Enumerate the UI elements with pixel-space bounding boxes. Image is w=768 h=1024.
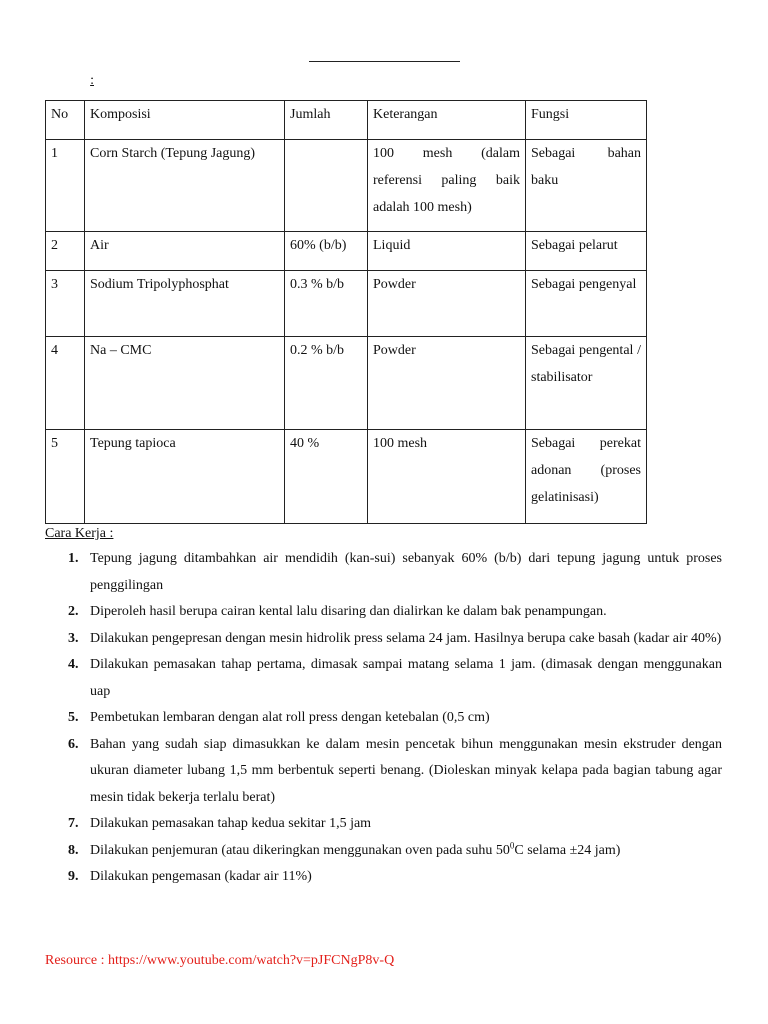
- title-underline: [309, 61, 460, 62]
- header-fungsi: Fungsi: [526, 101, 647, 140]
- list-item: [68, 599, 722, 626]
- header-no: No: [46, 101, 85, 140]
- step-text: Pembetukan lembaran dengan alat roll press dengan ketebalan (0,5 cm): [90, 710, 490, 725]
- list-item: [68, 626, 722, 653]
- cell-jumlah: 0.2 % b/b: [285, 337, 368, 430]
- cell-keterangan: 100 mesh: [368, 430, 526, 524]
- step-number: 5.: [68, 710, 79, 725]
- header-jumlah: Jumlah: [285, 101, 368, 140]
- table-row: [46, 140, 647, 232]
- step-text: Bahan yang sudah siap dimasukkan ke dalam mesin pencetak bihun menggunakan mesin ekstruder dengan ukuran diameter lubang 1,5 mm berbentuk seperti benang. (Dioleskan minyak kelapa pada bagian tabung agar mesin tidak bekerja terlalu berat): [90, 736, 722, 805]
- step-number: 4.: [68, 657, 79, 672]
- cell-komposisi: Air: [85, 232, 285, 271]
- list-item: [68, 838, 722, 865]
- cell-no: 3: [46, 271, 85, 337]
- cell-komposisi: Sodium Tripolyphosphat: [85, 271, 285, 337]
- table-row: [46, 337, 647, 430]
- cell-keterangan: Powder: [368, 337, 526, 430]
- list-item: [68, 864, 722, 891]
- cell-no: 4: [46, 337, 85, 430]
- superscript-zero: 0: [509, 839, 515, 850]
- cell-fungsi: Sebagai pengenyal: [526, 271, 647, 337]
- step-number: 6.: [68, 736, 79, 752]
- list-item: [68, 705, 722, 732]
- cell-no: 2: [46, 232, 85, 271]
- cell-keterangan: Powder: [368, 271, 526, 337]
- cell-jumlah: [285, 140, 368, 232]
- header-keterangan: Keterangan: [368, 101, 526, 140]
- step-text: Diperoleh hasil berupa cairan kental lalu disaring dan dialirkan ke dalam bak penampungan.: [90, 604, 607, 619]
- step-number: 2.: [68, 604, 79, 619]
- list-item: [68, 811, 722, 838]
- cell-fungsi: Sebagai bahan baku: [526, 140, 647, 232]
- cell-fungsi: Sebagai pengental / stabilisator: [526, 337, 647, 430]
- composition-table: [45, 100, 647, 524]
- cell-fungsi: Sebagai pelarut: [526, 232, 647, 271]
- step-text: Dilakukan pengepresan dengan mesin hidrolik press selama 24 jam. Hasilnya berupa cake basah (kadar air 40%): [90, 630, 722, 646]
- step-text: Tepung jagung ditambahkan air mendidih (kan-sui) sebanyak 60% (b/b) dari tepung jagung untuk proses penggilingan: [90, 551, 722, 593]
- cell-komposisi: Corn Starch (Tepung Jagung): [85, 140, 285, 232]
- step-text: Dilakukan pemasakan tahap pertama, dimasak sampai matang selama 1 jam. (dimasak dengan menggunakan uap: [90, 657, 722, 699]
- cell-fungsi: Sebagai perekat adonan (proses gelatinisasi): [526, 430, 647, 524]
- step-number: 1.: [68, 551, 79, 566]
- step-number: 7.: [68, 816, 79, 831]
- header-komposisi: Komposisi: [85, 101, 285, 140]
- cell-jumlah: 40 %: [285, 430, 368, 524]
- cell-jumlah: 60% (b/b): [285, 232, 368, 271]
- resource-link[interactable]: Resource : https://www.youtube.com/watch?v=pJFCNgP8v-Q: [45, 953, 395, 968]
- section-heading: :: [90, 73, 94, 88]
- step-number: 9.: [68, 869, 79, 884]
- list-item: [68, 732, 722, 812]
- list-item: [68, 652, 722, 705]
- steps-list: [68, 546, 722, 891]
- cara-kerja-title: Cara Kerja :: [45, 526, 114, 541]
- table-header-row: [46, 101, 647, 140]
- cell-keterangan: Liquid: [368, 232, 526, 271]
- table-row: [46, 271, 647, 337]
- table-row: [46, 232, 647, 271]
- cell-no: 1: [46, 140, 85, 232]
- step-text-before: Dilakukan penjemuran (atau dikeringkan menggunakan oven pada suhu 50: [90, 842, 510, 858]
- cell-komposisi: Na – CMC: [85, 337, 285, 430]
- table-row: [46, 430, 647, 524]
- cell-komposisi: Tepung tapioca: [85, 430, 285, 524]
- step-number: 3.: [68, 630, 79, 646]
- cell-no: 5: [46, 430, 85, 524]
- cell-keterangan: 100 mesh (dalam referensi paling baik adalah 100 mesh): [368, 140, 526, 232]
- step-text-after: C selama ±24 jam): [514, 842, 621, 858]
- step-text: Dilakukan pengemasan (kadar air 11%): [90, 869, 312, 884]
- step-number: 8.: [68, 842, 79, 858]
- list-item: [68, 546, 722, 599]
- step-text: Dilakukan pemasakan tahap kedua sekitar 1,5 jam: [90, 816, 372, 831]
- cell-jumlah: 0.3 % b/b: [285, 271, 368, 337]
